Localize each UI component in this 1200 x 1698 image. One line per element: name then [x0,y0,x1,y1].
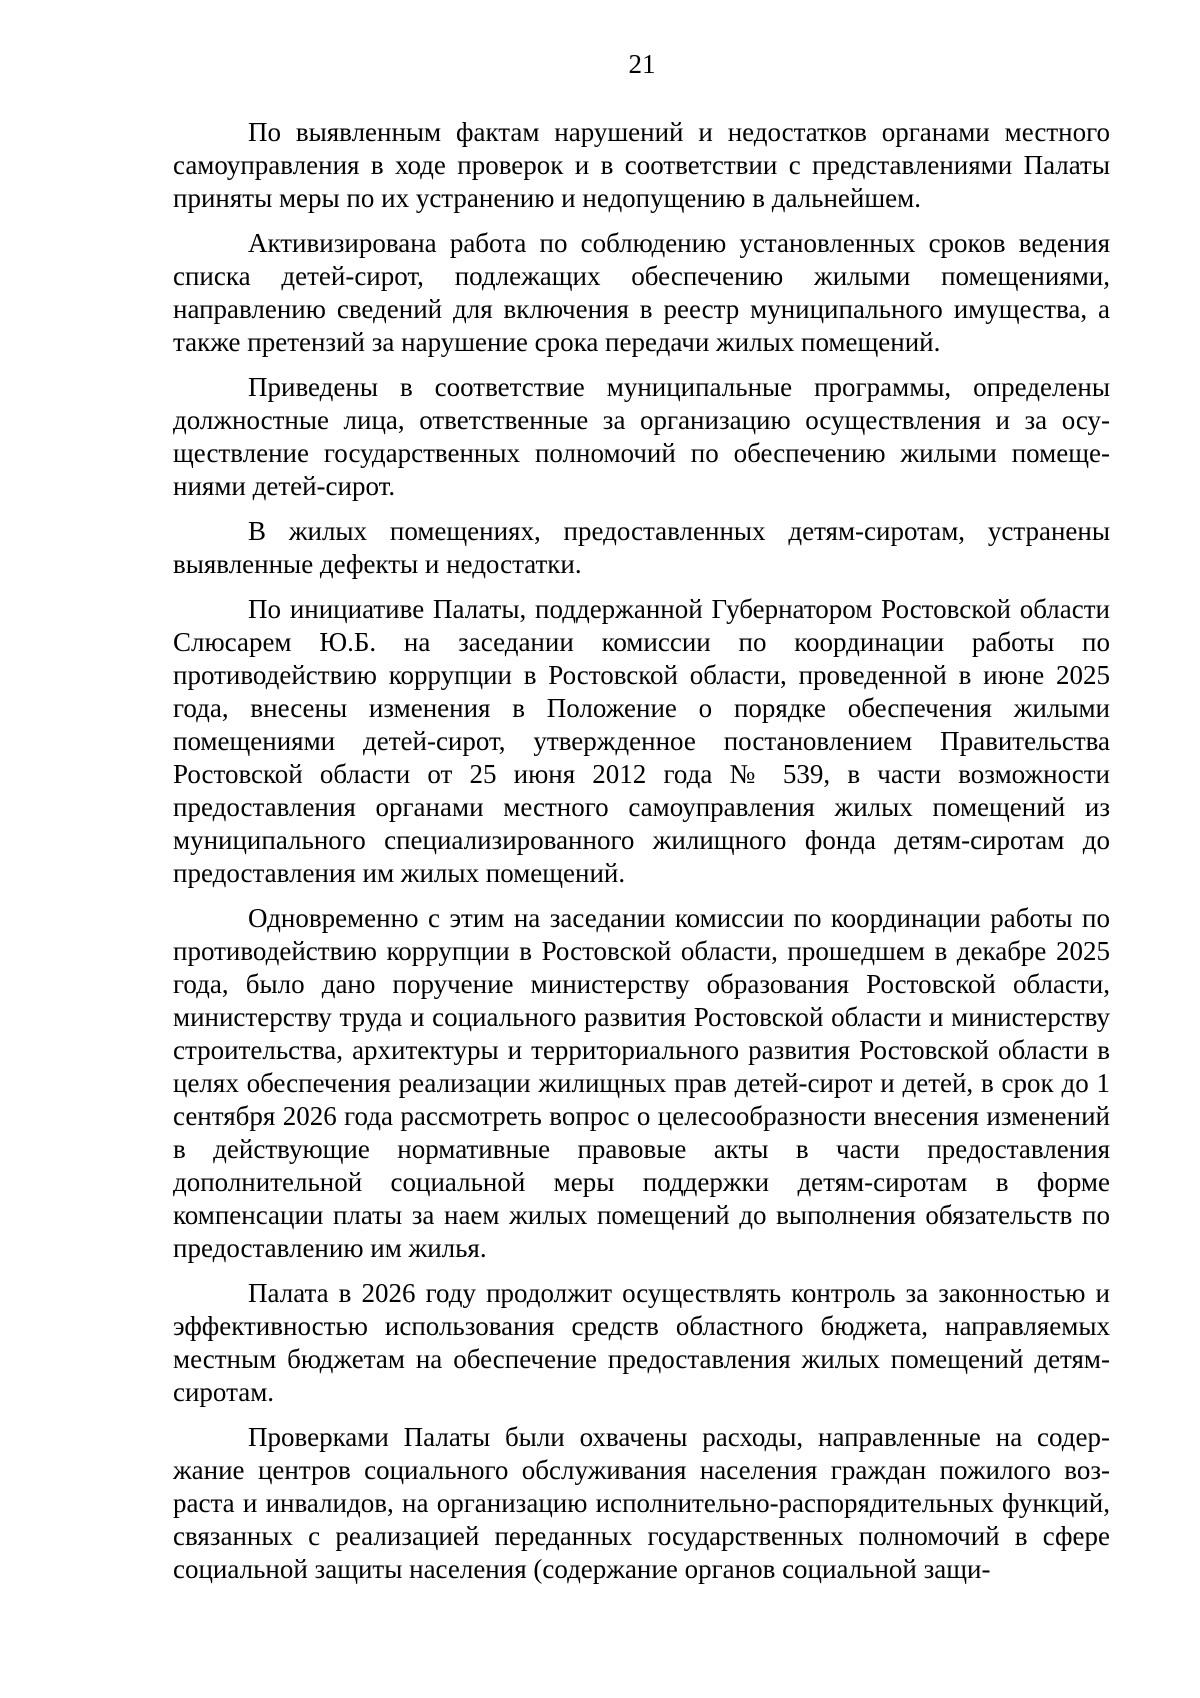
paragraph-4: В жилых помещениях, предоставленных детям-сиротам, устранены выявленные дефекты и недостатки. [173,516,1110,579]
paragraph-7: Палата в 2026 году продолжит осуществлять контроль за законностью и эффективностью использования средств областного бюджета, направляемых местным бюджетам на обеспечение предоставления жилых помещений детям-сиротам. [173,1278,1110,1407]
paragraph-6: Одновременно с этим на заседании комиссии по координации работы по противодействию коррупции в Ростовской области, прошедшем в декабре 2025 года, было дано поручение министерству образования Ростовской области, министерству труда и социального развития Ростовской области и министерству строительства, архитектуры и территориального развития Ростовской области в целях обеспечения реализации жилищных прав детей-сирот и детей, в срок до 1 сентября 2026 года рассмотреть вопрос о целесообразности внесения изменений в действующие нормативные правовые акты в части предоставления дополнительной социальной меры поддержки детям-сиротам в форме компенсации платы за наем жилых помещений до выполнения обязательств по предоставлению им жилья. [173,903,1110,1263]
page-number: 21 [628,49,656,79]
paragraph-5: По инициативе Палаты, поддержанной Губернатором Ростовской области Слюсарем Ю.Б. на заседании комиссии по координации работы по противодействию коррупции в Ростовской области, проведенной в июне 2025 года, внесены изменения в Положение о порядке обеспечения жилыми помещениями детей-сирот, утвержденное постановлением Правительства Ростовской области от 25 июня 2012 года № 539, в части возможности предоставления органами местного самоуправления жилых помещений из муниципального специализированного жилищного фонда детям-сиротам до предоставления им жилых помещений. [173,594,1110,888]
paragraph-1: По выявленным фактам нарушений и недостатков органами местного самоуправления в ходе проверок и в соответствии с представлениями Палаты приняты меры по их устранению и недопущению в дальнейшем. [173,117,1110,213]
paragraph-2: Активизирована работа по соблюдению установленных сроков ведения списка детей-сирот, подлежащих обеспечению жилыми помещениями, направлению сведений для включения в реестр муниципального имущества, а также претензий за нарушение срока передачи жилых помещений. [173,228,1110,357]
paragraph-8: Проверками Палаты были охвачены расходы, направленные на содержание центров социального обслуживания населения граждан пожилого возраста и инвалидов, на организацию исполнительно-распорядительных функций, связанных с реализацией переданных государственных полномочий в сфере социальной защиты населения (содержание органов социальной защи- [173,1422,1110,1584]
document-body [173,116,1110,1586]
paragraph-3: Приведены в соответствие муниципальные программы, определены должностные лица, ответственные за организацию осуществления и за осуществление государственных полномочий по обеспечению жилыми помещениями детей-сирот. [173,372,1110,501]
